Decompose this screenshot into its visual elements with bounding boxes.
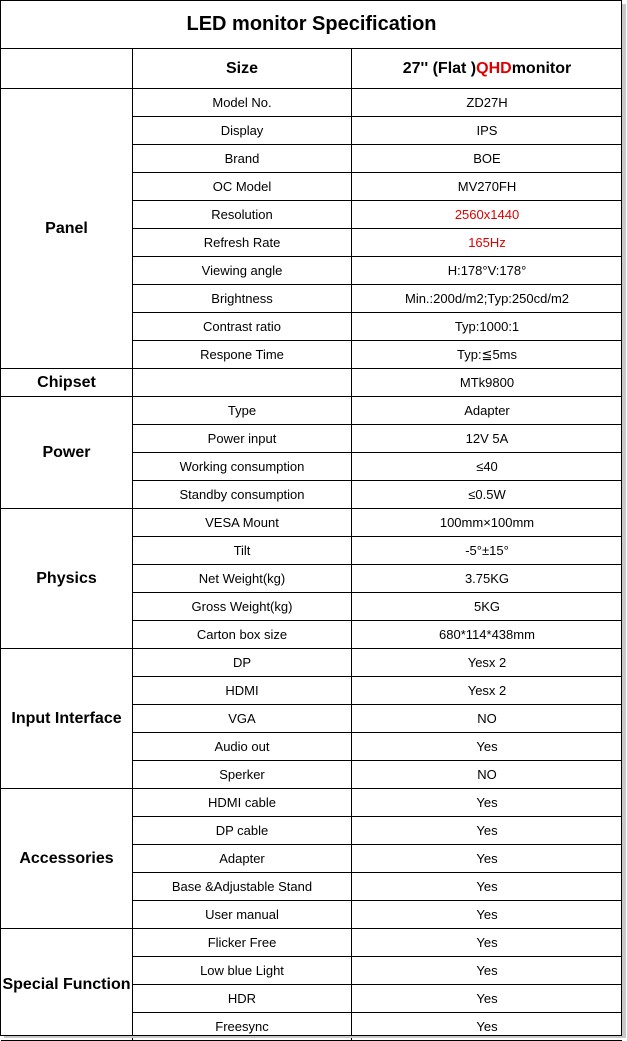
spec-key: Contrast ratio	[133, 313, 352, 341]
spec-key: User manual	[133, 901, 352, 929]
section-label: Power	[1, 397, 133, 509]
spec-value: Yes	[352, 957, 622, 985]
spec-key: Resolution	[133, 201, 352, 229]
header-group-cell	[1, 49, 133, 89]
spec-value: Yesx 2	[352, 649, 622, 677]
spec-value: -5°±15°	[352, 537, 622, 565]
spec-value: NO	[352, 761, 622, 789]
spec-value: MV270FH	[352, 173, 622, 201]
spec-key: VGA	[133, 705, 352, 733]
section-label: Panel	[1, 89, 133, 369]
spec-value: BOE	[352, 145, 622, 173]
spec-value: ZD27H	[352, 89, 622, 117]
spec-value: IPS	[352, 117, 622, 145]
section-label: Chipset	[1, 369, 133, 397]
spec-key: DP	[133, 649, 352, 677]
spec-key: Standby consumption	[133, 481, 352, 509]
spec-value: ≤0.5W	[352, 481, 622, 509]
spec-value: MTk9800	[352, 369, 622, 397]
spec-key: Brand	[133, 145, 352, 173]
spec-value: Yes	[352, 789, 622, 817]
spec-key: Gross Weight(kg)	[133, 593, 352, 621]
spec-value: Typ:1000:1	[352, 313, 622, 341]
header-key: Size	[133, 49, 352, 89]
spec-value: Yes	[352, 817, 622, 845]
spec-key: Respone Time	[133, 341, 352, 369]
spec-key: Net Weight(kg)	[133, 565, 352, 593]
spec-key: Low blue Light	[133, 957, 352, 985]
spec-key: Base &Adjustable Stand	[133, 873, 352, 901]
spec-key: Viewing angle	[133, 257, 352, 285]
spec-key: VESA Mount	[133, 509, 352, 537]
sheet-shadow	[622, 4, 626, 1038]
spec-value: 12V 5A	[352, 425, 622, 453]
spec-key: Carton box size	[133, 621, 352, 649]
spec-value: H:178°V:178°	[352, 257, 622, 285]
header-value	[352, 49, 622, 89]
section-label: Special Function	[1, 929, 133, 1041]
header-value-part: monitor	[511, 59, 572, 77]
spec-value: 5KG	[352, 593, 622, 621]
spec-key: Sperker	[133, 761, 352, 789]
spec-key: OC Model	[133, 173, 352, 201]
spec-key: HDMI	[133, 677, 352, 705]
spec-value: Yes	[352, 929, 622, 957]
spec-key: Working consumption	[133, 453, 352, 481]
spec-value: 165Hz	[352, 229, 622, 257]
spec-value: NO	[352, 705, 622, 733]
spec-value: Yes	[352, 1013, 622, 1041]
spec-value: Yes	[352, 845, 622, 873]
spec-value: Yes	[352, 873, 622, 901]
header-value-part: 27'' (Flat )	[402, 59, 477, 77]
page-title: LED monitor Specification	[1, 1, 622, 49]
spec-value: 680*114*438mm	[352, 621, 622, 649]
spec-key: Type	[133, 397, 352, 425]
spec-key: Adapter	[133, 845, 352, 873]
spec-value: Adapter	[352, 397, 622, 425]
spec-key: HDMI cable	[133, 789, 352, 817]
spec-value: Yes	[352, 901, 622, 929]
section-label: Accessories	[1, 789, 133, 929]
spec-value: ≤40	[352, 453, 622, 481]
spec-value: Yes	[352, 733, 622, 761]
spec-key: Brightness	[133, 285, 352, 313]
spec-value: 3.75KG	[352, 565, 622, 593]
spec-key: Freesync	[133, 1013, 352, 1041]
section-label: Physics	[1, 509, 133, 649]
spec-key	[133, 369, 352, 397]
section-label: Input Interface	[1, 649, 133, 789]
spec-value: Typ:≦5ms	[352, 341, 622, 369]
spec-value: 100mm×100mm	[352, 509, 622, 537]
spec-key: DP cable	[133, 817, 352, 845]
spec-key: Power input	[133, 425, 352, 453]
spec-key: Audio out	[133, 733, 352, 761]
spec-key: Refresh Rate	[133, 229, 352, 257]
spec-key: HDR	[133, 985, 352, 1013]
spec-key: Model No.	[133, 89, 352, 117]
spec-value: Yesx 2	[352, 677, 622, 705]
spec-value: 2560x1440	[352, 201, 622, 229]
spec-key: Tilt	[133, 537, 352, 565]
spec-value: Yes	[352, 985, 622, 1013]
spec-value: Min.:200d/m2;Typ:250cd/m2	[352, 285, 622, 313]
spec-key: Flicker Free	[133, 929, 352, 957]
spec-key: Display	[133, 117, 352, 145]
header-value-highlight: QHD	[476, 59, 512, 77]
